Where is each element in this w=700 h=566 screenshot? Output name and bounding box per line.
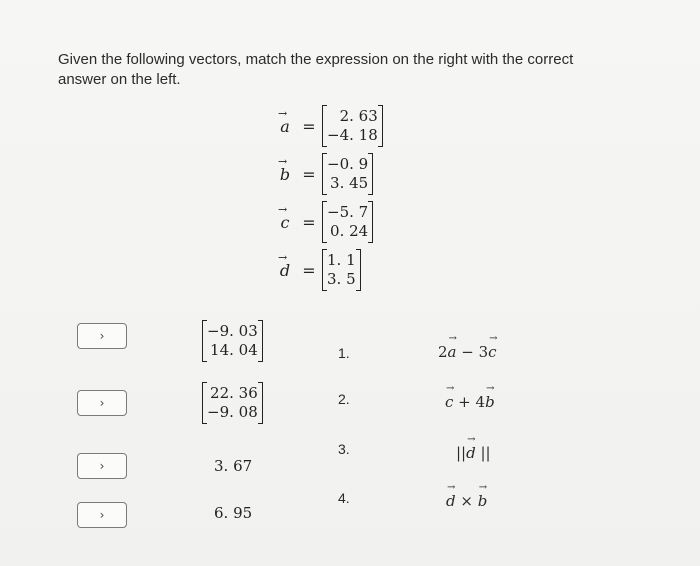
arrow-icon: →	[278, 250, 288, 264]
answer-select-4[interactable]	[77, 502, 127, 528]
answer-matrix	[202, 320, 263, 362]
matrix-entry: 22. 36	[210, 384, 258, 402]
arrow-icon: →	[447, 482, 456, 493]
arrow-icon: →	[448, 333, 457, 344]
vector-d-matrix	[322, 249, 361, 291]
matrix-entry: 3. 45	[330, 174, 369, 192]
vector-c-definition	[274, 200, 373, 244]
vector-b-definition	[274, 152, 373, 196]
answer-option-2	[202, 382, 263, 424]
expression-number-3: 3.	[338, 441, 350, 457]
chevron-down-icon: ›	[99, 459, 105, 473]
arrow-icon: →	[278, 154, 288, 168]
answer-select-2[interactable]	[77, 390, 127, 416]
vector-a-matrix	[322, 105, 383, 147]
chevron-down-icon: ›	[99, 329, 105, 343]
question-prompt: Given the following vectors, match the expression on the right with the correct answer on the left.	[58, 51, 574, 88]
expression-number-2: 2.	[338, 391, 350, 407]
chevron-down-icon: ›	[99, 508, 105, 522]
vector-a-label: → a	[278, 106, 290, 136]
expression-3: || → d ||	[456, 434, 491, 462]
vector-d-definition	[274, 248, 361, 292]
equals-sign: =	[302, 212, 316, 232]
arrow-icon: →	[478, 482, 488, 493]
equals-sign: =	[302, 260, 316, 280]
matrix-entry: −9. 03	[207, 322, 258, 340]
vector-b-label: → b	[278, 154, 291, 184]
matrix-entry: 0. 24	[330, 222, 369, 240]
answer-matrix	[202, 382, 263, 424]
vector-c-label: → c	[278, 202, 290, 232]
matrix-entry: 1. 1	[327, 251, 356, 269]
arrow-icon: →	[278, 202, 288, 216]
answer-select-1[interactable]	[77, 323, 127, 349]
matrix-entry: 3. 5	[327, 270, 356, 288]
matrix-entry: −9. 08	[207, 403, 258, 421]
matrix-entry: −4. 18	[327, 126, 378, 144]
matrix-entry: 14. 04	[210, 341, 258, 359]
arrow-icon: →	[278, 106, 288, 120]
vector-d-label: → d	[278, 250, 291, 280]
arrow-icon: →	[467, 434, 476, 445]
vector-c-matrix	[322, 201, 373, 243]
answer-option-1	[202, 320, 263, 362]
equals-sign: =	[302, 164, 316, 184]
arrow-icon: →	[489, 333, 498, 344]
equals-sign: =	[302, 116, 316, 136]
expression-number-1: 1.	[338, 345, 350, 361]
expression-number-4: 4.	[338, 490, 350, 506]
expression-2: → c + 4 → b	[445, 383, 495, 411]
matrix-entry: −0. 9	[327, 155, 369, 173]
arrow-icon: →	[486, 383, 495, 394]
matrix-entry: −5. 7	[327, 203, 369, 221]
arrow-icon: →	[446, 383, 455, 394]
chevron-down-icon: ›	[99, 396, 105, 410]
vector-a-definition	[274, 104, 383, 148]
expression-1: 2 → a − 3 → c	[438, 333, 498, 361]
answer-option-4: 6. 95	[214, 504, 253, 522]
answer-select-3[interactable]	[77, 453, 127, 479]
vector-b-matrix	[322, 153, 373, 195]
matrix-entry: 2. 63	[339, 107, 378, 125]
expression-4: → d × → b	[446, 482, 488, 510]
answer-option-3: 3. 67	[214, 457, 253, 475]
